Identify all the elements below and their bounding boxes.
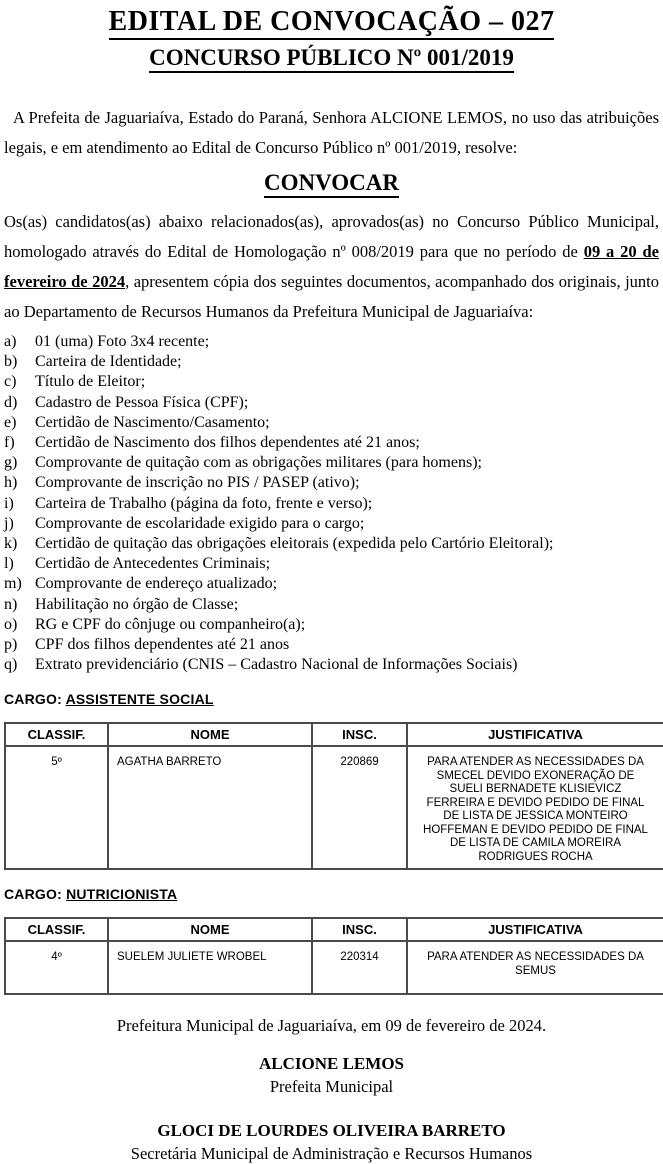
list-item-marker: a) xyxy=(4,333,17,350)
intro-paragraph: A Prefeita de Jaguariaíva, Estado do Paraná, Senhora ALCIONE LEMOS, no uso das atribuições legais, e em atendimento ao Edital de Concurso Público nº 001/2019, resolve: xyxy=(4,108,659,157)
list-item-marker: q) xyxy=(4,656,18,674)
cell-classif: 5º xyxy=(5,746,108,869)
list-item-text: Extrato previdenciário (CNIS – Cadastro Nacional de Informações Sociais) xyxy=(35,656,518,674)
body-text-before: Os(as) candidatos(as) abaixo relacionados(as), aprovados(as) no Concurso Público Municipal, homologado através do Edital de Homologação nº 008/2019 para que no período de xyxy=(4,212,659,261)
cargo-section-assistente-social xyxy=(4,691,659,870)
document-subtitle-text: CONCURSO PÚBLICO Nº 001/2019 xyxy=(149,45,514,73)
cargo-table xyxy=(4,722,663,870)
convocar-heading-text: CONVOCAR xyxy=(264,170,399,198)
list-item-marker: l) xyxy=(4,555,14,573)
list-item xyxy=(4,473,659,493)
list-item-marker: g) xyxy=(4,454,18,472)
cargo-label: CARGO: xyxy=(4,691,62,708)
column-header-classif: CLASSIF. xyxy=(5,723,108,746)
signature-role: Prefeita Municipal xyxy=(269,1077,394,1097)
cargo-heading xyxy=(4,886,659,902)
cell-nome: AGATHA BARRETO xyxy=(108,746,312,869)
list-item-marker: e) xyxy=(4,413,17,431)
list-item-marker: o) xyxy=(4,615,18,633)
documents-list xyxy=(4,332,659,675)
list-item xyxy=(4,413,659,433)
list-item xyxy=(4,352,659,372)
list-item xyxy=(4,433,659,453)
cell-justificativa: PARA ATENDER AS NECESSIDADES DA SMECEL DEVIDO EXONERAÇÃO DE SUELI BERNADETE KLISIEVICZ FERREIRA E DEVIDO PEDIDO DE FINAL DE LISTA DE JESSICA MONTEIRO HOFFEMAN E DEVIDO PEDIDO DE FINAL DE LISTA DE CAMILA MOREIRA RODRIGUES ROCHA xyxy=(407,746,663,869)
cell-justificativa: PARA ATENDER AS NECESSIDADES DA SEMUS xyxy=(407,941,663,994)
list-item xyxy=(4,393,659,413)
list-item-marker: p) xyxy=(4,636,18,654)
list-item xyxy=(4,453,659,473)
convocar-heading xyxy=(4,170,659,196)
list-item-text: Carteira de Identidade; xyxy=(35,353,182,371)
list-item-text: Certidão de Antecedentes Criminais; xyxy=(35,555,271,573)
signature-block-secretaria xyxy=(4,1121,659,1164)
column-header-justificativa: JUSTIFICATIVA xyxy=(407,918,663,941)
column-header-justificativa: JUSTIFICATIVA xyxy=(407,723,663,746)
list-item xyxy=(4,514,659,534)
table-row xyxy=(5,746,663,869)
list-item-text: Habilitação no órgão de Classe; xyxy=(35,595,239,613)
body-text-after: , apresentem cópia dos seguintes documentos, acompanhado dos originais, junto ao Departamento de Recursos Humanos da Prefeitura Municipal de Jaguariaíva: xyxy=(4,272,659,321)
column-header-insc: INSC. xyxy=(312,723,407,746)
list-item-marker: f) xyxy=(4,434,15,452)
table-row xyxy=(5,941,663,994)
signature-block-prefeita xyxy=(4,1054,659,1097)
cell-nome: SUELEM JULIETE WROBEL xyxy=(108,941,312,994)
cargo-section-nutricionista xyxy=(4,886,659,995)
list-item-text: Comprovante de inscrição no PIS / PASEP (ativo); xyxy=(35,474,360,492)
list-item-text: Certidão de Nascimento/Casamento; xyxy=(35,413,270,431)
list-item-text: CPF dos filhos dependentes até 21 anos xyxy=(35,636,290,654)
list-item xyxy=(4,635,659,655)
signature-name: ALCIONE LEMOS xyxy=(259,1054,404,1074)
list-item-marker: k) xyxy=(4,535,18,553)
document-subtitle xyxy=(4,45,659,71)
table-header-row xyxy=(5,918,663,941)
cargo-name: ASSISTENTE SOCIAL xyxy=(65,691,214,708)
signature-name: GLOCI DE LOURDES OLIVEIRA BARRETO xyxy=(157,1121,506,1141)
list-item xyxy=(4,372,659,392)
column-header-nome: NOME xyxy=(108,918,312,941)
list-item-marker: h) xyxy=(4,474,18,492)
cell-insc: 220869 xyxy=(312,746,407,869)
cell-insc: 220314 xyxy=(312,941,407,994)
list-item xyxy=(4,595,659,615)
list-item-text: Carteira de Trabalho (página da foto, frente e verso); xyxy=(35,494,373,512)
list-item-marker: c) xyxy=(4,373,17,391)
date-line: Prefeitura Municipal de Jaguariaíva, em 09 de fevereiro de 2024. xyxy=(116,1016,547,1036)
list-item-text: Certidão de Nascimento dos filhos dependentes até 21 anos; xyxy=(35,434,420,452)
list-item xyxy=(4,574,659,594)
table-header-row xyxy=(5,723,663,746)
list-item-marker: m) xyxy=(4,575,22,593)
list-item xyxy=(4,494,659,514)
cargo-label: CARGO: xyxy=(4,886,62,903)
list-item xyxy=(4,534,659,554)
date-range-emphasis: 09 a 20 de fevereiro de 2024 xyxy=(4,242,660,291)
list-item-text: Cadastro de Pessoa Física (CPF); xyxy=(35,393,249,411)
document-title-text: EDITAL DE CONVOCAÇÃO – 027 xyxy=(109,6,555,40)
list-item-marker: j) xyxy=(4,514,14,532)
list-item-marker: n) xyxy=(4,595,18,613)
list-item-text: RG e CPF do cônjuge ou companheiro(a); xyxy=(35,615,306,633)
list-item-text: Comprovante de endereço atualizado; xyxy=(35,575,278,593)
list-item xyxy=(4,655,659,675)
list-item-text: Título de Eleitor; xyxy=(35,373,146,391)
column-header-classif: CLASSIF. xyxy=(5,918,108,941)
list-item-marker: i) xyxy=(4,494,14,512)
cargo-name: NUTRICIONISTA xyxy=(66,886,178,903)
list-item xyxy=(4,332,659,352)
body-paragraph xyxy=(4,207,659,327)
list-item-text: 01 (uma) Foto 3x4 recente; xyxy=(35,333,210,350)
list-item-marker: b) xyxy=(4,353,18,371)
list-item-text: Comprovante de quitação com as obrigações militares (para homens); xyxy=(35,454,482,472)
signature-role: Secretária Municipal de Administração e Recursos Humanos xyxy=(130,1144,533,1164)
list-item xyxy=(4,554,659,574)
cargo-heading xyxy=(4,691,659,707)
list-item-marker: d) xyxy=(4,393,18,411)
document-title xyxy=(4,6,659,38)
cargo-table xyxy=(4,917,663,995)
cell-classif: 4º xyxy=(5,941,108,994)
column-header-insc: INSC. xyxy=(312,918,407,941)
list-item xyxy=(4,615,659,635)
list-item-text: Comprovante de escolaridade exigido para o cargo; xyxy=(35,514,365,532)
column-header-nome: NOME xyxy=(108,723,312,746)
list-item-text: Certidão de quitação das obrigações eleitorais (expedida pelo Cartório Eleitoral); xyxy=(35,535,554,553)
